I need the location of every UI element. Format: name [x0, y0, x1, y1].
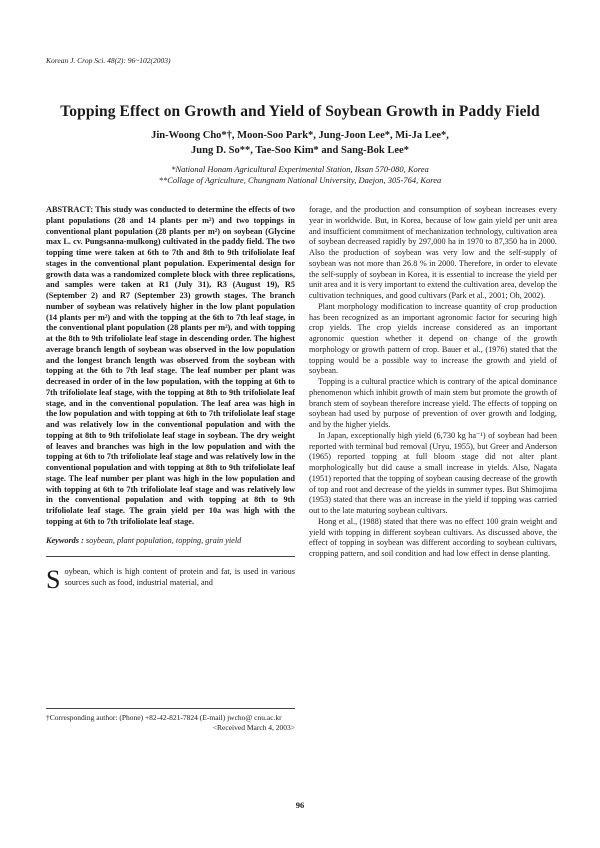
author-list [60, 128, 540, 158]
page-number: 96 [295, 800, 305, 810]
footnote [46, 708, 295, 733]
body-paragraph: In Japan, exceptionally high yield (6,730 kg ha⁻¹) of soybean had been reported with terminal bud removal (Uryu, 1955), but Greer and Anderson (1965) reported topping at full bloom stage did not alter plant morphologically but did cause a small increase in yields. Also, Nagata (1951) reported that the topping of soybean causing decrease of the growth of top and root and decrease of the yields in summer types. But Shimojima (1953) stated that there was an increase in the yield if topping was carried out to the late maturing soybean cultivars. [309, 430, 557, 515]
intro-paragraph [46, 565, 295, 595]
affiliation-line-2: **Collage of Agriculture, Chungnam National University, Daejon, 305-764, Korea [158, 175, 442, 185]
affiliation-line-1: *National Honam Agricultural Experimental Station, Iksan 570-080, Korea [171, 164, 429, 174]
keywords-values: soybean, plant population, topping, grain yield [85, 535, 242, 545]
right-column [309, 205, 557, 560]
drop-cap: S [46, 565, 61, 595]
section-divider [46, 556, 295, 557]
affiliations [40, 164, 560, 186]
author-line-1: Jin-Woong Cho*†, Moon-Soo Park*, Jung-Joon Lee*, Mi-Ja Lee*, [151, 130, 449, 141]
abstract: ABSTRACT: This study was conducted to determine the effects of two plant populations (28 and 14 plants per m²) and two toppings in conventional plant population (28 plants per m²) on soybean (Glycine max L. cv. Pungsanna-mulkong) cultivated in the paddy field. The two topping time were taken at 6th to 7th and 8th to 9th trifoliolate leaf stages in the conventional plant population. Experimental design for growth data was a randomized complete block with three replications, and samples were taken at R1 (July 31), R3 (August 19), R5 (September 2) and R7 (September 23) growth stages. The branch number of soybean was relatively higher in the low plant population (14 plants per m²) and with the topping at the 6th to 7th leaf stage, in the conventional plant population (28 plants per m²), and with topping at the 8th to 9th trifoliolate leaf stage in descending order. The highest average branch length of soybean was observed in the low population and the longest branch length was observed from the soybean with topping at the 6th to 7th leaf stage. The leaf number per plant was decreased in order of in the low population, with the topping at 6th to 7th trifoliolate leaf stage, with the topping at 8th to 9th trifoliolate leaf stage, and in the conventional population. The leaf area was high in the low population and with topping at 6th to 7th trifoliolate leaf stage and was relatively low in the conventional population and with the topping at 8th to 9th trifoliolate leaf stage in soybean. The dry weight of leaves and branches was high in the low population and with the topping at 6th to 7th trifoliolate leaf stage and was relatively low in the conventional population and with topping at 8th to 9th trifoliolate leaf stage. The leaf number per plant was high in the low population and with topping at 6th to 7th trifoliolate leaf stage and was relatively low in the conventional population and with topping at 8th to 9th trifoliolate leaf stage. The grain yield per 10a was high with the topping at 6th to 7th trifoliolate leaf stage. [46, 205, 295, 526]
keywords-label: Keywords : [46, 535, 84, 545]
keywords [46, 536, 295, 547]
author-line-2: Jung D. So**, Tae-Soo Kim* and Sang-Bok Lee* [191, 145, 409, 156]
received-date: <Received March 4, 2003> [212, 723, 295, 732]
body-paragraph: Plant morphology modification to increase quantity of crop production has been recognized as an important agronomic factor for securing high crop yields. The crop yields increase considered as an important agronomic question whether it depend on change of the growth morphology or growth pattern of crop. Bauer et al., (1976) stated that the topping would be a possible way to increase the growth and yield of soybean. [309, 301, 557, 376]
journal-citation: Korean J. Crop Sci. 48(2): 96~102(2003) [46, 56, 171, 65]
body-paragraph: forage, and the production and consumption of soybean increases every year in worldwide. But, in Korea, because of low gain yield per unit area and insufficient commitment of mechanization technology, cultivation area of soybean decreased rapidly by 297,000 ha in 1970 to 87,350 ha in 2000. Also the production of soybean was very low and the self-supply of soybean was not more than 26.8 % in 2000. Therefore, in order to elevate the self-supply of soybean in Korea, it is essential to increase the yield per unit area and it is very important to extend the cultivation area, develop the cultivation techniques, and good cultivars (Park et al., 2001; Oh, 2002). [309, 205, 557, 300]
body-paragraph: Topping is a cultural practice which is contrary of the apical dominance phenomenon which inhibit growth of main stem but promote the growth of branch stem of soybean therefore increase yield. The effects of topping on soybean had used by purpose of prevention of over growth and lodging, and by the higher yields. [309, 377, 557, 429]
intro-text: oybean, which is high content of protein and fat, is used in various sources such as food, industrial material, and [64, 567, 295, 587]
left-column [46, 205, 295, 595]
body-paragraph: Hong et al., (1988) stated that there was no effect 100 grain weight and yield with topping in different soybean cultivars. As discussed above, the effect of topping in soybean was different according to soybean cultivars, cropping pattern, and soil condition and had low effect in dense planting. [309, 516, 557, 558]
corresponding-author: †Corresponding author: (Phone) +82-42-821-7824 (E-mail) jwcho@ cnu.ac.kr [46, 713, 282, 722]
paper-title: Topping Effect on Growth and Yield of Soybean Growth in Paddy Field [60, 103, 540, 120]
